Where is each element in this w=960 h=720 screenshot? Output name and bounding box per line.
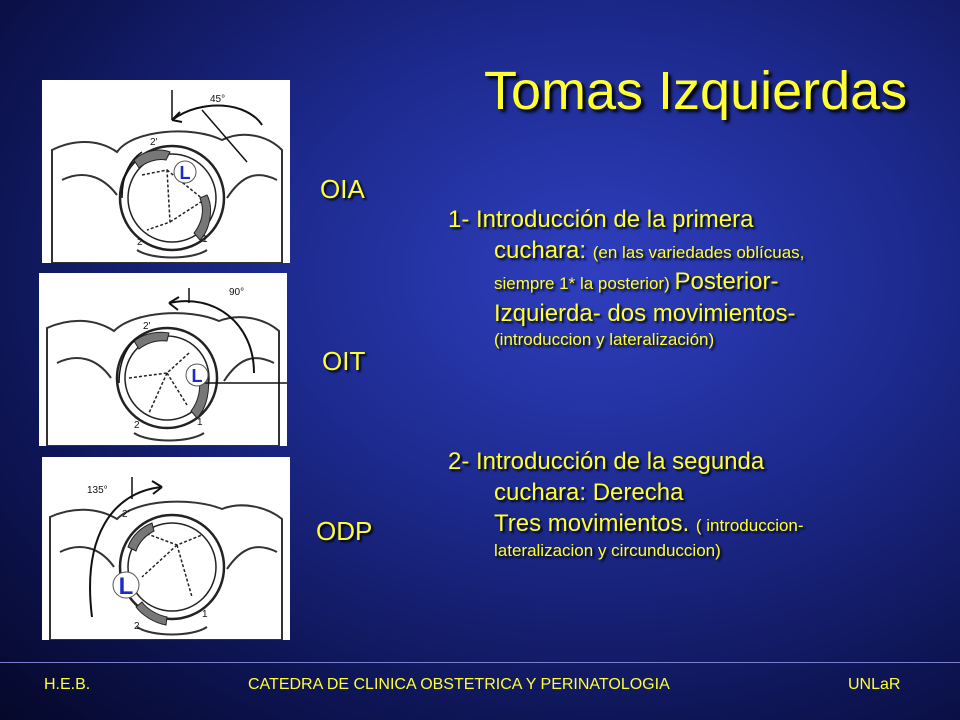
label-odp: ODP	[316, 516, 373, 546]
step2-line3	[448, 508, 804, 539]
pelvis-diagram-oia	[42, 80, 290, 263]
step1-line2-small: (en las variedades oblícuas,	[592, 243, 805, 263]
step2-line2: cuchara: Derecha	[494, 479, 684, 507]
label-oia: OIA	[320, 174, 365, 204]
diagram-odp	[42, 457, 290, 640]
footer-center: CATEDRA DE CLINICA OBSTETRICA Y PERINATOLOGIA	[248, 676, 670, 693]
label-one: 1	[197, 417, 203, 428]
diagram-oit	[39, 273, 287, 446]
diagram-oia	[42, 80, 290, 263]
slide-title: Tomas Izquierdas	[484, 61, 908, 121]
footer-divider	[0, 662, 960, 663]
label-two-prime: 2'	[143, 321, 151, 332]
label-one: 1	[202, 609, 208, 620]
pelvis-diagram-odp	[42, 457, 290, 640]
footer-left: H.E.B.	[44, 676, 91, 693]
l-marker: L	[118, 573, 134, 600]
step1-line3	[448, 266, 804, 297]
label-oit: OIT	[322, 346, 366, 376]
step1-line2-big: cuchara:	[494, 237, 593, 265]
angle-label: 135°	[87, 485, 108, 496]
label-two: 2	[137, 237, 143, 248]
step2-line4: lateralizacion y circunduccion)	[494, 540, 721, 560]
step1-line1: 1- Introducción de la primera	[448, 206, 754, 233]
l-marker: L	[191, 366, 203, 386]
angle-label: 90°	[229, 287, 245, 298]
pelvis-diagram-oit	[39, 273, 287, 446]
step1-text	[448, 204, 804, 351]
label-two: 2	[134, 621, 140, 632]
label-two: 2	[134, 420, 140, 431]
step1-line2	[448, 235, 804, 266]
angle-label: 45°	[210, 94, 226, 105]
step2-text	[448, 446, 804, 562]
step1-line4: Izquierda- dos movimientos-	[494, 299, 796, 327]
label-two-prime: 2'	[150, 137, 158, 148]
step1-line3-big: Posterior-	[674, 268, 779, 296]
step2-line3-big: Tres movimientos.	[494, 510, 696, 538]
step2-line1: 2- Introducción de la segunda	[448, 448, 765, 475]
step1-line3-small: siempre 1* la posterior)	[494, 274, 675, 294]
step1-line5: (introduccion y lateralización)	[494, 329, 715, 349]
label-one: 1	[202, 234, 208, 245]
label-two-prime: 2'	[122, 509, 130, 520]
l-marker: L	[179, 163, 191, 183]
footer-right: UNLaR	[848, 676, 901, 693]
step2-line3-small: ( introduccion-	[695, 516, 804, 536]
